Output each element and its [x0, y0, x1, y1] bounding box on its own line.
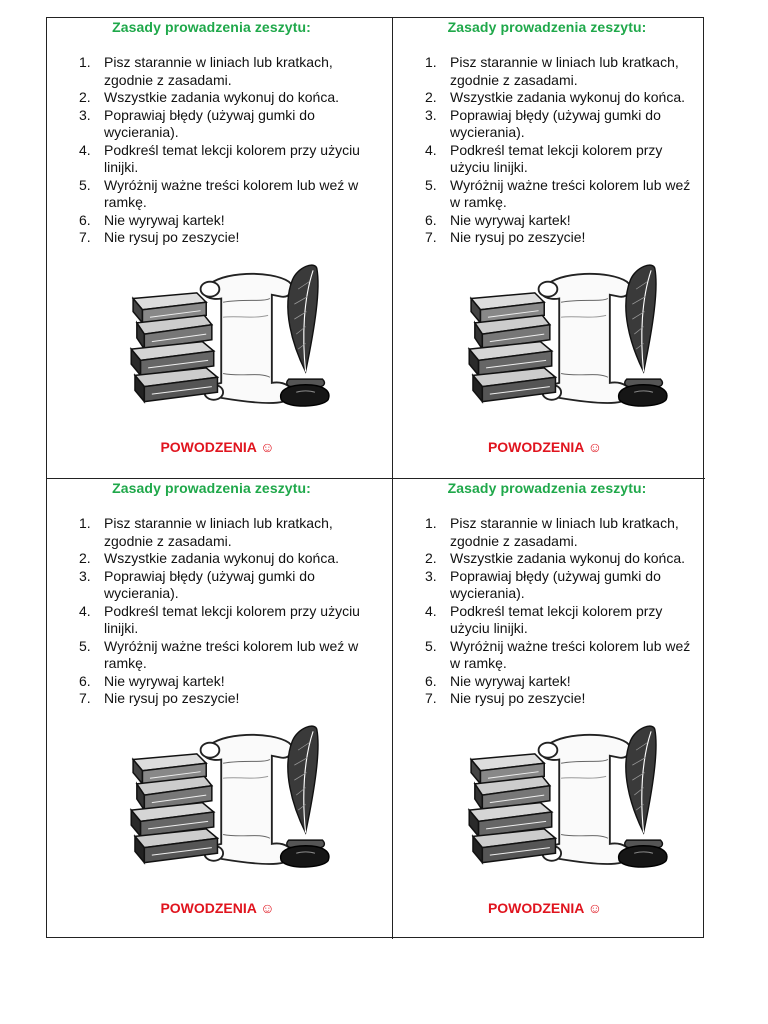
rule-text: Wszystkie zadania wykonuj do końca. — [450, 89, 685, 105]
rule-text: Pisz starannie w liniach lub kratkach, zgodnie z zasadami. — [104, 515, 333, 549]
rule-text: Nie wyrywaj kartek! — [450, 211, 571, 228]
rule-item — [425, 54, 697, 89]
rule-number: 6. — [425, 211, 437, 228]
rule-number: 5. — [79, 637, 91, 654]
rule-text: Pisz starannie w liniach lub kratkach, zgodnie z zasadami. — [450, 515, 679, 549]
rule-number: 7. — [425, 690, 437, 706]
rule-number: 5. — [425, 637, 437, 654]
rule-item — [79, 638, 369, 673]
books-scroll-quill-inkwell-icon — [127, 261, 337, 411]
rule-item — [425, 603, 697, 638]
rule-number: 4. — [425, 602, 437, 619]
rule-item — [425, 550, 697, 568]
rule-number: 7. — [79, 690, 91, 706]
books-scroll-quill-inkwell-icon — [127, 722, 337, 872]
card-title: Zasady prowadzenia zeszytu: — [112, 19, 311, 35]
rule-item — [425, 177, 697, 212]
rule-item — [79, 550, 369, 568]
rule-text: Wyróżnij ważne treści kolorem lub weź w ramkę. — [104, 637, 359, 671]
closing-message: POWODZENIA ☺ — [487, 439, 603, 455]
books-scroll-quill-inkwell-icon — [465, 261, 675, 411]
rule-text: Poprawiaj błędy (używaj gumki do wycierania). — [450, 567, 661, 601]
rules-card — [47, 479, 393, 939]
rule-number: 5. — [79, 176, 91, 193]
rule-text: Nie wyrywaj kartek! — [104, 211, 225, 228]
rule-number: 2. — [425, 550, 437, 566]
rule-text: Wszystkie zadania wykonuj do końca. — [104, 89, 339, 105]
rule-item — [79, 603, 369, 638]
rule-item — [79, 515, 369, 550]
rule-text: Pisz starannie w liniach lub kratkach, zgodnie z zasadami. — [104, 54, 333, 88]
rule-item — [79, 229, 369, 247]
rule-text: Wyróżnij ważne treści kolorem lub weź w ramkę. — [450, 176, 691, 210]
rule-number: 3. — [79, 106, 91, 123]
rule-text: Wyróżnij ważne treści kolorem lub weź w ramkę. — [104, 176, 359, 210]
rule-text: Nie rysuj po zeszycie! — [450, 690, 586, 706]
rule-number: 6. — [425, 672, 437, 689]
rule-number: 1. — [425, 515, 437, 531]
rule-item — [79, 212, 369, 230]
rule-number: 3. — [425, 567, 437, 584]
rule-item — [79, 142, 369, 177]
rule-item — [425, 212, 697, 230]
rules-sheet — [46, 17, 704, 938]
card-title: Zasady prowadzenia zeszytu: — [447, 19, 647, 35]
rule-text: Wszystkie zadania wykonuj do końca. — [104, 550, 339, 566]
rule-text: Poprawiaj błędy (używaj gumki do wycierania). — [450, 106, 661, 140]
rule-number: 5. — [425, 176, 437, 193]
rule-text: Poprawiaj błędy (używaj gumki do wycierania). — [104, 567, 315, 601]
rules-list — [425, 515, 697, 708]
rule-text: Podkreśl temat lekcji kolorem przy użyciu linijki. — [450, 141, 663, 175]
card-title: Zasady prowadzenia zeszytu: — [447, 480, 647, 496]
rule-item — [425, 89, 697, 107]
rules-list — [79, 515, 369, 708]
rule-number: 2. — [79, 89, 91, 105]
rules-card — [393, 479, 705, 939]
rule-text: Nie wyrywaj kartek! — [450, 672, 571, 689]
rule-item — [79, 177, 369, 212]
rule-item — [425, 638, 697, 673]
rule-text: Nie wyrywaj kartek! — [104, 672, 225, 689]
rule-number: 2. — [79, 550, 91, 566]
rule-number: 1. — [79, 54, 91, 70]
rule-text: Podkreśl temat lekcji kolorem przy użyciu linijki. — [450, 602, 663, 636]
rule-item — [425, 568, 697, 603]
books-scroll-quill-inkwell-icon — [465, 722, 675, 872]
rule-item — [425, 142, 697, 177]
rule-number: 6. — [79, 672, 91, 689]
closing-message: POWODZENIA ☺ — [160, 439, 275, 455]
rule-item — [425, 690, 697, 708]
closing-message: POWODZENIA ☺ — [487, 900, 603, 916]
rule-item — [425, 107, 697, 142]
rule-text: Nie rysuj po zeszycie! — [450, 229, 586, 245]
rule-number: 4. — [425, 141, 437, 158]
rule-item — [425, 673, 697, 691]
rule-text: Pisz starannie w liniach lub kratkach, zgodnie z zasadami. — [450, 54, 679, 88]
rule-number: 3. — [79, 567, 91, 584]
rule-text: Poprawiaj błędy (używaj gumki do wycierania). — [104, 106, 315, 140]
card-title: Zasady prowadzenia zeszytu: — [112, 480, 311, 496]
rule-text: Wszystkie zadania wykonuj do końca. — [450, 550, 685, 566]
rules-list — [79, 54, 369, 247]
rule-item — [425, 229, 697, 247]
closing-message: POWODZENIA ☺ — [160, 900, 275, 916]
rule-number: 7. — [79, 229, 91, 245]
rule-item — [79, 690, 369, 708]
rules-card — [47, 18, 393, 479]
rule-text: Nie rysuj po zeszycie! — [104, 690, 240, 706]
rule-number: 2. — [425, 89, 437, 105]
rule-number: 4. — [79, 141, 91, 158]
rule-number: 3. — [425, 106, 437, 123]
rule-text: Wyróżnij ważne treści kolorem lub weź w ramkę. — [450, 637, 691, 671]
rule-number: 1. — [79, 515, 91, 531]
rule-text: Podkreśl temat lekcji kolorem przy użyciu linijki. — [104, 602, 360, 636]
rule-text: Nie rysuj po zeszycie! — [104, 229, 240, 245]
rule-item — [79, 673, 369, 691]
rule-text: Podkreśl temat lekcji kolorem przy użyciu linijki. — [104, 141, 360, 175]
rules-list — [425, 54, 697, 247]
rule-item — [79, 54, 369, 89]
rule-item — [79, 568, 369, 603]
rule-item — [79, 89, 369, 107]
rule-item — [425, 515, 697, 550]
rule-number: 7. — [425, 229, 437, 245]
rule-number: 6. — [79, 211, 91, 228]
rule-item — [79, 107, 369, 142]
rules-card — [393, 18, 705, 479]
rule-number: 1. — [425, 54, 437, 70]
rule-number: 4. — [79, 602, 91, 619]
